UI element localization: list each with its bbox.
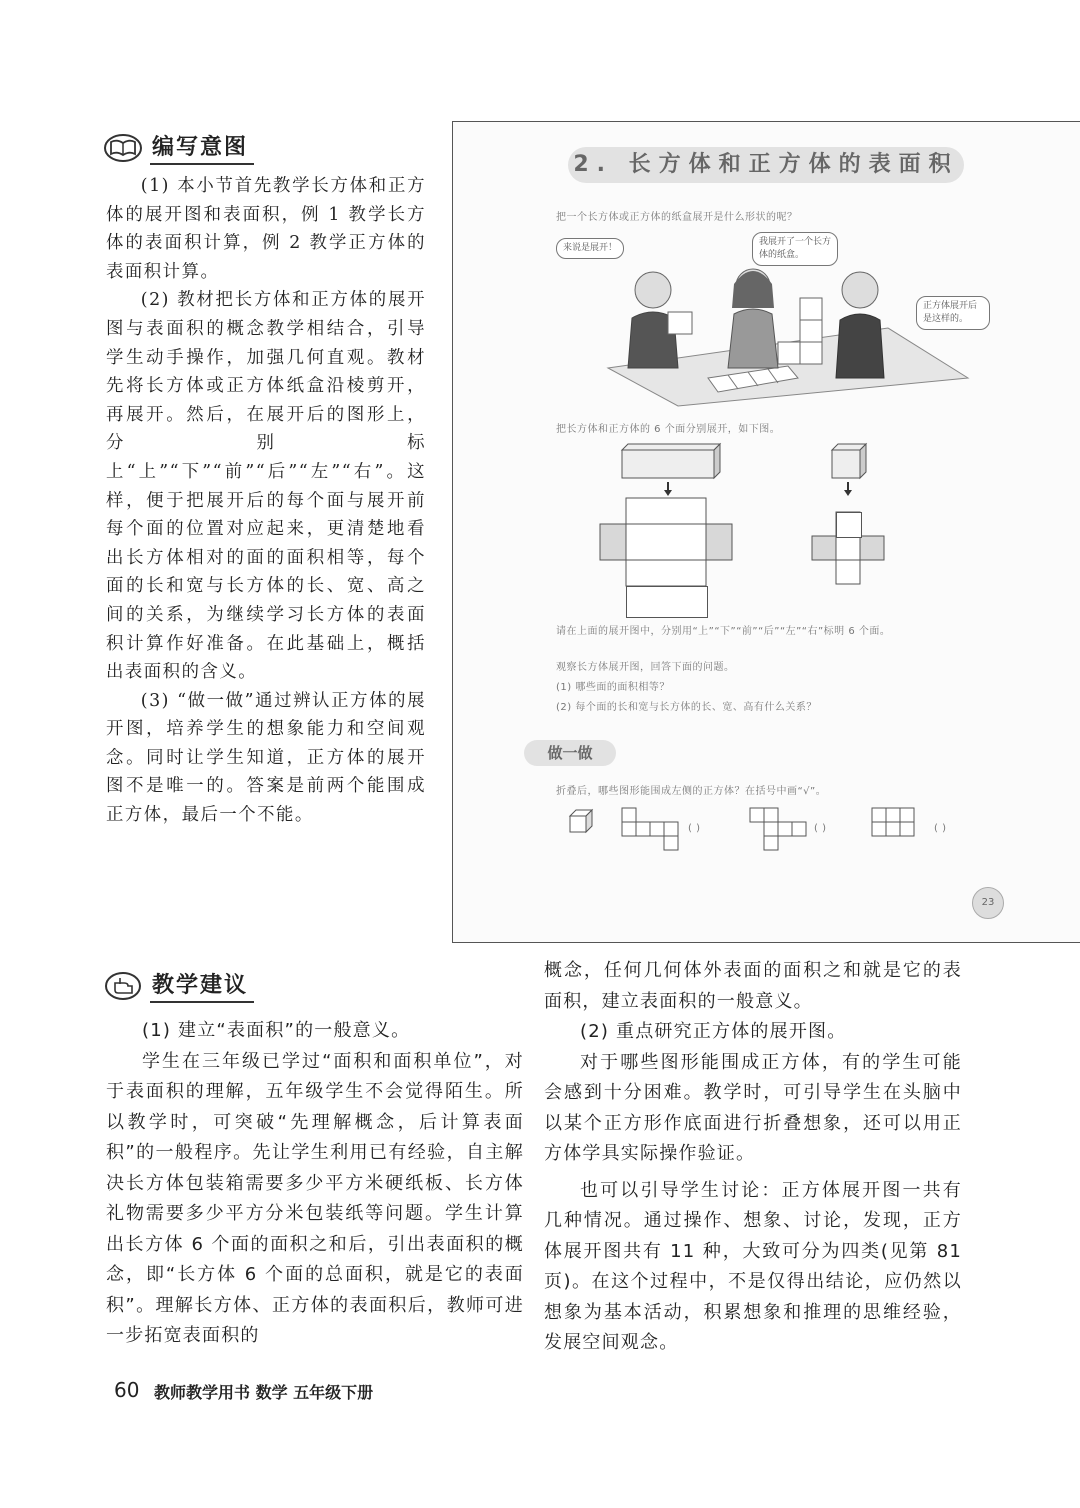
cube-net-top-face [836,512,862,538]
suggestions-left-column [106,1016,524,1352]
suggestion-continuation: 概念，任何几何体外表面的面积之和就是它的表面积，建立表面积的一般意义。 [544,960,962,1012]
textbook-q1: (1) 哪些面的面积相等？ [556,682,670,693]
intent-text-block [106,172,426,830]
answer-paren-2: ( ) [814,823,827,834]
speech-bubble-middle: 我展开了一个长方体的纸盒。 [752,232,838,266]
section-header-suggestions [104,968,254,1003]
footer-book-title: 教师教学用书 数学 五年级下册 [154,1383,374,1402]
folding-exercise-figures [568,804,988,860]
textbook-question: 把一个长方体或正方体的纸盒展开是什么形状的呢？ [556,212,798,223]
intent-paragraph-1: (1) 本小节首先教学长方体和正方体的展开图和表面积，例 1 教学长方体的表面积计算，例 2 教学正方体的表面积计算。 [106,176,426,282]
answer-paren-1: ( ) [688,823,701,834]
cuboid-net-diagram [596,440,746,590]
textbook-page-number: 23 [972,887,1004,919]
suggestion-paragraph-3: 也可以引导学生讨论：正方体展开图一共有几种情况。通过操作、想象、讨论，发现，正方体展开图共有 11 种，大致可分为四类(见第 81 页)。在这个过程中，不是仅得出结论，应仍然以想象为基本活动，积累想象和推理的思维经验，发展空间观念。 [544,1179,962,1353]
speech-bubble-left: 来说是展开！ [556,238,624,259]
try-it-label: 做一做 [524,740,616,766]
suggestion-heading-1: (1) 建立“表面积”的一般意义。 [142,1020,411,1041]
suggestion-paragraph-2: 对于哪些图形能围成正方体，有的学生可能会感到十分困难。教学时，可引导学生在头脑中以某个正方形作底面进行折叠想象，还可以用正方体学具实际操作验证。 [544,1051,962,1164]
cuboid-net-last-face [626,586,708,618]
textbook-title: 2. 长方体和正方体的表面积 [568,147,964,183]
suggestions-right-column [544,956,962,1359]
footer-page-number: 60 [114,1378,140,1402]
section-title-intent: 编写意图 [150,130,254,165]
textbook-observe: 观察长方体展开图，回答下面的问题。 [556,662,735,673]
try-it-text: 折叠后，哪些图形能围成左侧的正方体？在括号中画“√”。 [556,786,827,797]
textbook-q2: (2) 每个面的长和宽与长方体的长、宽、高有什么关系？ [556,702,817,713]
answer-paren-3: ( ) [934,823,947,834]
suggestion-paragraph-1: 学生在三年级已学过“面积和面积单位”，对于表面积的理解，五年级学生不会觉得陌生。所以教学时，可突破“先理解概念，后计算表面积”的一般程序。先让学生利用已有经验，自主解决长方体包装箱需要多少平方米硬纸板、长方体礼物需要多少平方分米包装纸等问题。学生计算出长方体 6 个面的面积之和后，引出表面积的概念，即“长方体 6 个面的总面积，就是它的表面积”。理解长方体、正方体的表面积后，教师可进一步拓宽表面积的 [106,1050,524,1346]
section-header-intent [104,130,254,165]
section-title-suggestions: 教学建议 [150,968,254,1003]
textbook-instruction: 请在上面的展开图中，分别用“上”“下”“前”“后”“左”“右”标明 6 个面。 [556,626,891,637]
intent-paragraph-3: (3) “做一做”通过辨认正方体的展开图，培养学生的想象能力和空间观念。同时让学生知道，正方体的展开图不是唯一的。答案是前两个能围成正方体，最后一个不能。 [106,690,426,826]
open-book-icon [104,133,142,163]
hand-pointer-icon [104,971,142,1001]
suggestion-heading-2: (2) 重点研究正方体的展开图。 [580,1021,847,1042]
speech-bubble-right: 正方体展开后是这样的。 [916,296,990,330]
textbook-caption: 把长方体和正方体的 6 个面分别展开，如下图。 [556,424,781,435]
intent-paragraph-2: (2) 教材把长方体和正方体的展开图与表面积的概念教学相结合，引导学生动手操作，加强几何直观。教材先将长方体或正方体纸盒沿棱剪开，再展开。然后，在展开后的图形上，分别标上“上”“下”“前”“后”“左”“右”。这样，便于把展开后的每个面与展开前每个面的位置对应起来，更清楚地看出长方体相对的面的面积相等，每个面的长和宽与长方体的长、宽、高之间的关系，为继续学习长方体的表面积计算作好准备。在此基础上，概括出表面积的含义。 [106,290,426,683]
